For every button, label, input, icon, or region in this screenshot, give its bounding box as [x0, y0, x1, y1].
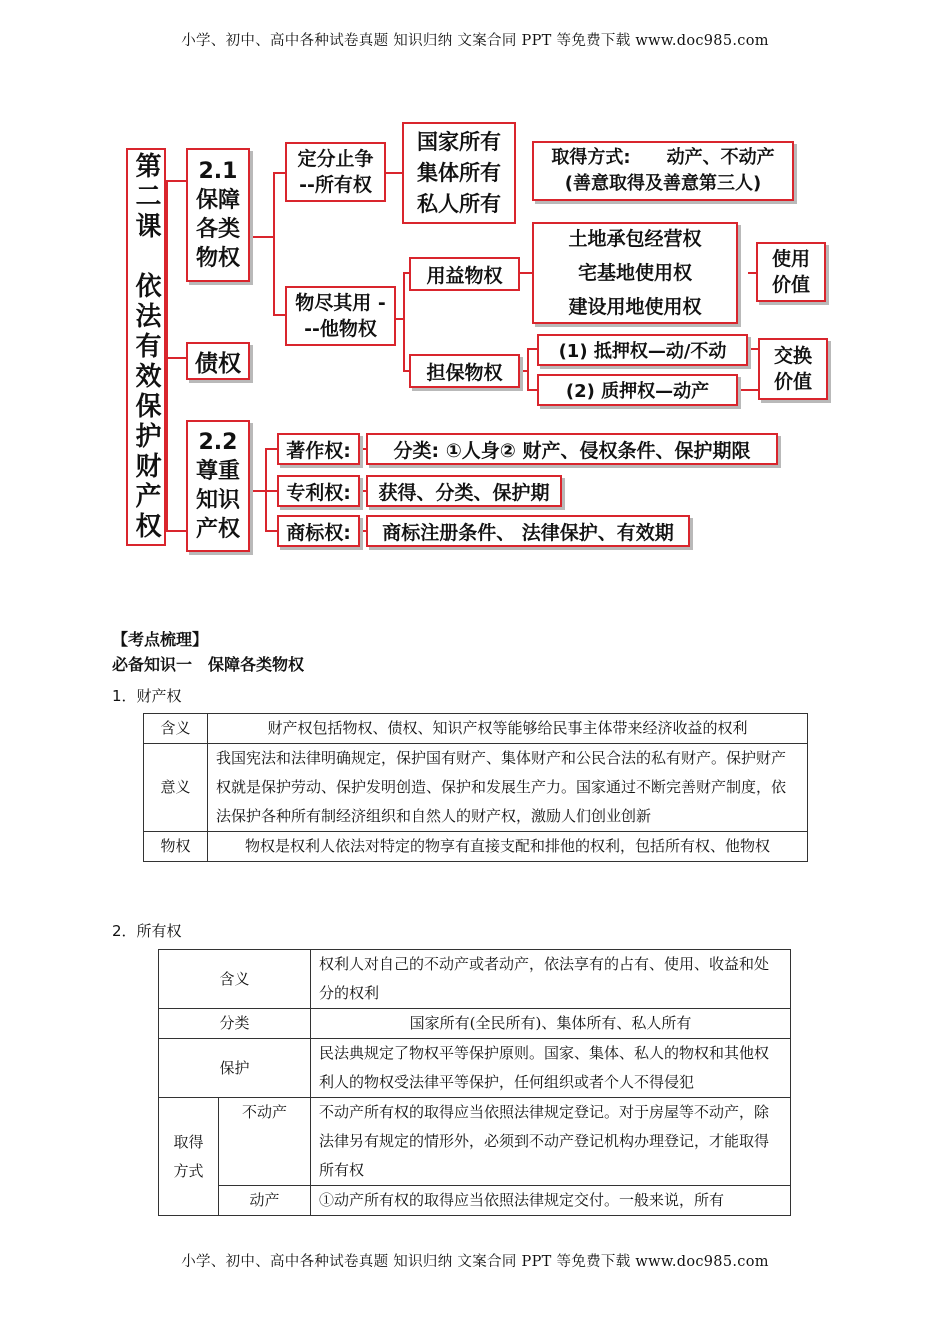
- property-right-table: [143, 713, 808, 862]
- row-key: 取得方式: [159, 1098, 219, 1216]
- table-row: [144, 832, 808, 862]
- ownership-table: [158, 949, 791, 1216]
- row-key: 分类: [159, 1009, 311, 1039]
- owners-box: [402, 122, 516, 224]
- copyright-label: 著作权:: [277, 433, 360, 465]
- usufruct-items-box: [532, 222, 738, 324]
- heading-property-right: 1．财产权: [112, 687, 182, 705]
- row-subkey: 不动产: [219, 1098, 311, 1186]
- row-value: 权利人对自己的不动产或者动产，依法享有的占有、使用、收益和处分的权利: [311, 950, 791, 1009]
- usufruct-item-homestead: 宅基地使用权: [577, 262, 692, 284]
- acquisition-line2: (善意取得及善意第三人): [564, 173, 762, 194]
- acquisition-box: [532, 141, 794, 201]
- security-box: 担保物权: [409, 354, 520, 388]
- page-header: 小学、初中、高中各种试卷真题 知识归纳 文案合同 PPT 等免费下载 www.doc985.com: [181, 33, 769, 49]
- table-row: [159, 1186, 791, 1216]
- copyright-detail: 分类: ①人身② 财产、侵权条件、保护期限: [366, 433, 778, 465]
- mortgage-box: (1) 抵押权—动/不动: [537, 334, 748, 366]
- ownership-box: 定分止争 --所有权: [285, 142, 386, 202]
- root-box: 第二课 依法有效保护财产权: [126, 148, 166, 546]
- patent-detail: 获得、分类、保护期: [366, 475, 562, 507]
- row-value: 我国宪法和法律明确规定，保护国有财产、集体财产和公民合法的私有财产。保护财产权就是保护劳动、保护发明创造、保护和发展生产力。国家通过不断完善财产制度，依法保护各种所有制经济组织和自然人的财产权，激励人们创业创新: [208, 744, 808, 832]
- owner-private: 私人所有: [417, 191, 501, 216]
- table-row: [159, 1009, 791, 1039]
- usufruct-box: 用益物权: [409, 257, 520, 291]
- row-value: 国家所有(全民所有)、集体所有、私人所有: [311, 1009, 791, 1039]
- page-footer: 小学、初中、高中各种试卷真题 知识归纳 文案合同 PPT 等免费下载 www.doc985.com: [0, 1250, 950, 1271]
- table-row: [159, 1039, 791, 1098]
- table-row: [159, 950, 791, 1009]
- section-2-1-box: 2.1 保障各类物权: [186, 148, 250, 282]
- row-key: 保护: [159, 1039, 311, 1098]
- row-value: 财产权包括物权、债权、知识产权等能够给民事主体带来经济收益的权利: [208, 714, 808, 744]
- acquisition-line1: 取得方式: 动产、不动产: [551, 147, 775, 168]
- use-value-box: 使用 价值: [756, 242, 826, 302]
- row-value: ①动产所有权的取得应当依照法律规定交付。一般来说，所有: [311, 1186, 791, 1216]
- table-row: [144, 714, 808, 744]
- pledge-box: (2) 质押权—动产: [537, 374, 738, 406]
- row-key: 意义: [144, 744, 208, 832]
- row-value: 民法典规定了物权平等保护原则。国家、集体、私人的物权和其他权利人的物权受法律平等保护，任何组织或者个人不得侵犯: [311, 1039, 791, 1098]
- table-row: [144, 744, 808, 832]
- heading-ownership: 2．所有权: [112, 922, 182, 940]
- section-2-2-box: 2.2 尊重知识产权: [186, 420, 250, 552]
- debt-box: 债权: [186, 342, 250, 380]
- patent-label: 专利权:: [277, 475, 360, 507]
- usufruct-item-land: 土地承包经营权: [568, 228, 702, 250]
- row-key: 物权: [144, 832, 208, 862]
- owner-state: 国家所有: [417, 129, 501, 154]
- row-value: 不动产所有权的取得应当依照法律规定登记。对于房屋等不动产，除法律另有规定的情形外，必须到不动产登记机构办理登记，才能取得所有权: [311, 1098, 791, 1186]
- mind-map: [0, 0, 950, 600]
- trademark-label: 商标权:: [277, 515, 360, 547]
- review-subtitle: 必备知识一 保障各类物权: [112, 655, 305, 674]
- review-title: 【考点梳理】: [112, 630, 209, 649]
- other-property-box: 物尽其用 ---他物权: [285, 286, 396, 346]
- row-value: 物权是权利人依法对特定的物享有直接支配和排他的权利，包括所有权、他物权: [208, 832, 808, 862]
- row-key: 含义: [144, 714, 208, 744]
- trademark-detail: 商标注册条件、 法律保护、有效期: [366, 515, 690, 547]
- owner-collective: 集体所有: [417, 160, 501, 185]
- usufruct-item-construction: 建设用地使用权: [568, 296, 702, 318]
- row-subkey: 动产: [219, 1186, 311, 1216]
- exchange-value-box: 交换 价值: [758, 338, 828, 400]
- table-row: [159, 1098, 791, 1186]
- row-key: 含义: [159, 950, 311, 1009]
